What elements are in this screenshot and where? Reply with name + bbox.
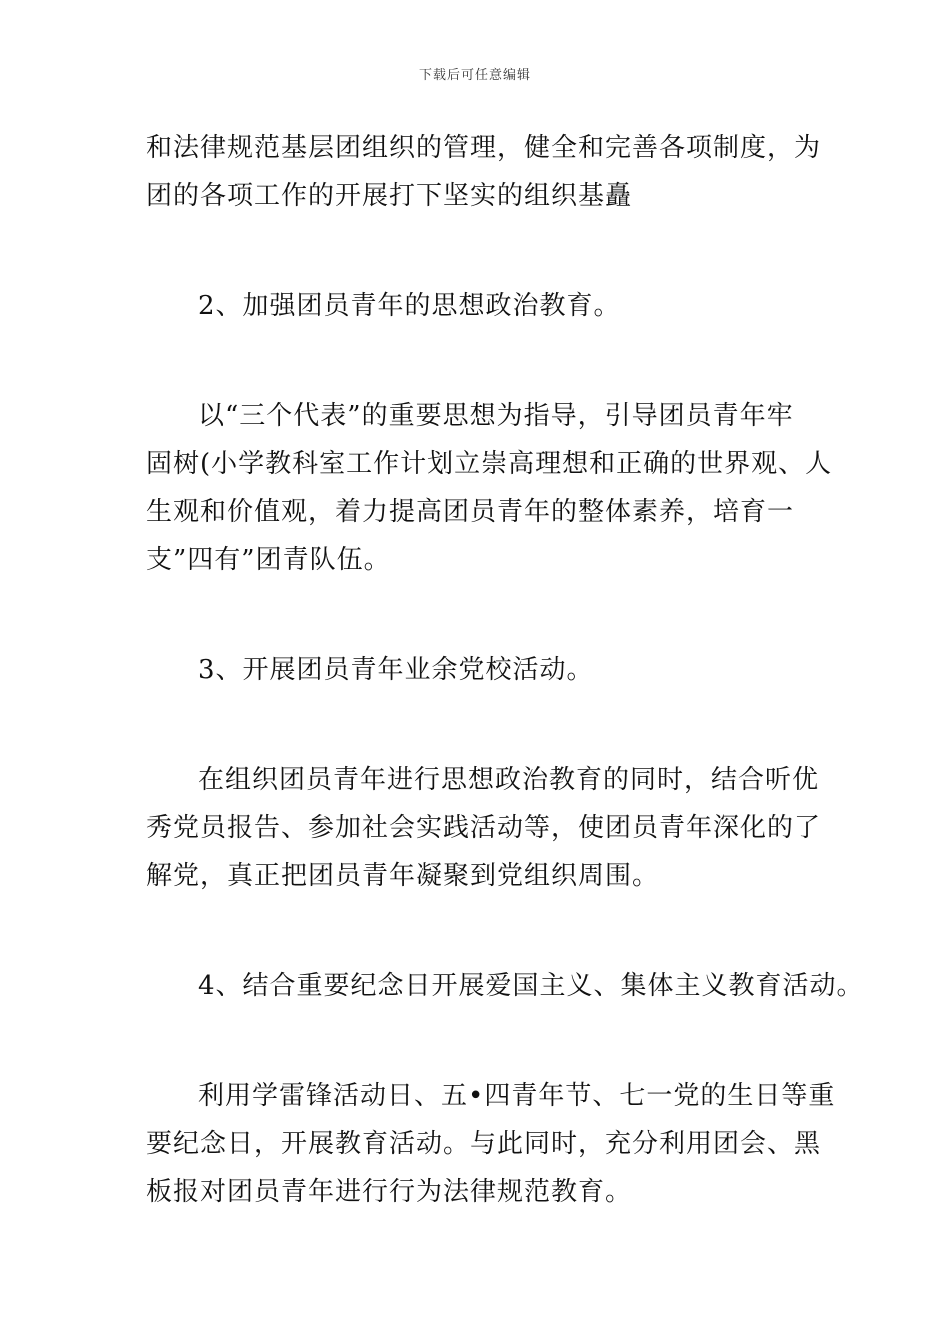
text-line: 在组织团员青年进行思想政治教育的同时，结合听优 — [198, 765, 820, 795]
text-line: 团的各项工作的开展打下坚实的组织基矗 — [146, 181, 633, 211]
heading-line: 4、结合重要纪念日开展爱国主义、集体主义教育活动。 — [198, 971, 864, 1001]
paragraph-continuation — [146, 124, 822, 220]
text-line: 板报对团员青年进行行为法律规范教育。 — [146, 1177, 633, 1207]
section-heading-3 — [146, 646, 808, 694]
paragraph-ideology — [146, 392, 833, 584]
text-line: 生观和价值观，着力提高团员青年的整体素养，培育一 — [146, 497, 795, 527]
text-line: 和法律规范基层团组织的管理，健全和完善各项制度，为 — [146, 133, 822, 163]
section-heading-2 — [146, 282, 808, 330]
text-line: 秀党员报告、参加社会实践活动等，使团员青年深化的了 — [146, 813, 822, 843]
text-line: 支”四有”团青队伍。 — [146, 545, 391, 575]
paragraph-commemoration — [146, 1072, 836, 1216]
text-line: 解党，真正把团员青年凝聚到党组织周围。 — [146, 861, 660, 891]
heading-line: 3、开展团员青年业余党校活动。 — [198, 655, 594, 685]
text-line: 以“三个代表”的重要思想为指导，引导团员青年牢 — [198, 401, 794, 431]
section-heading-4 — [146, 962, 864, 1010]
heading-line: 2、加强团员青年的思想政治教育。 — [198, 291, 621, 321]
page-header: 下载后可任意编辑 — [418, 68, 531, 83]
text-line: 利用学雷锋活动日、五•四青年节、七一党的生日等重 — [198, 1081, 836, 1111]
document-body — [146, 124, 864, 1216]
text-line: 要纪念日，开展教育活动。与此同时，充分利用团会、黑 — [146, 1129, 822, 1159]
paragraph-party-school — [146, 756, 822, 900]
text-line: 固树(小学教科室工作计划立崇高理想和正确的世界观、人 — [146, 449, 833, 479]
